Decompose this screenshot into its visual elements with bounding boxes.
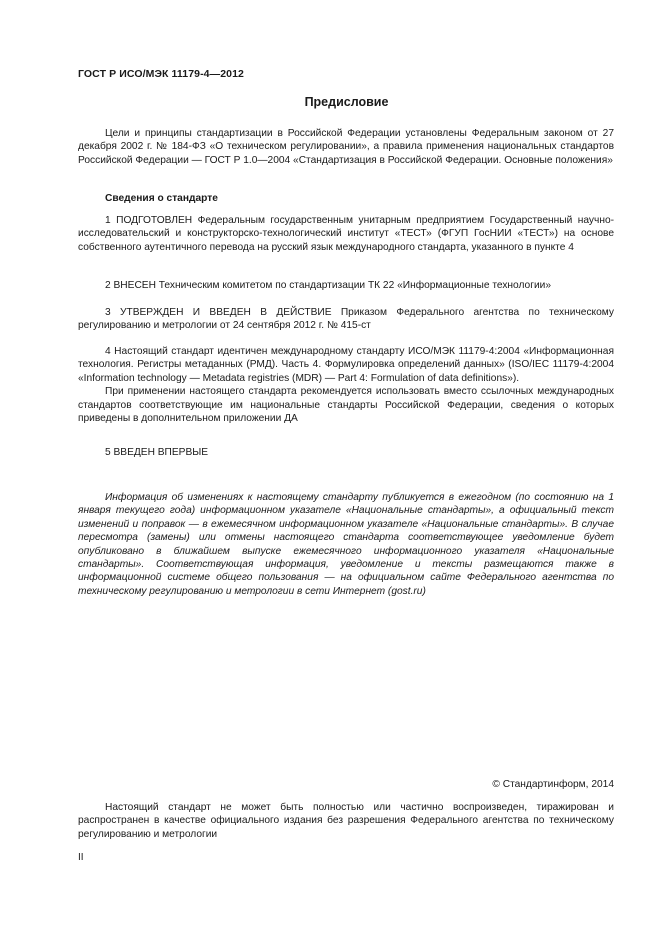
page-title (0, 95, 661, 109)
item-2-text: 2 ВНЕСЕН Техническим комитетом по стандартизации ТК 22 «Информационные технологии» (105, 280, 551, 291)
section-heading: Сведения о стандарте (105, 193, 218, 204)
item-2 (78, 279, 614, 292)
item-1-text: 1 ПОДГОТОВЛЕН Федеральным государственным унитарным предприятием Государственный научно-исследовательский и конструкторско-технологический институт «ТЕСТ» (ФГУП ГосНИИ «ТЕСТ») на основе собственного аутентичного перевода на русский язык международного стандарта, указанного в пункте 4 (78, 215, 614, 253)
page-title-text: Предисловие (304, 95, 389, 109)
notice-text: Информация об изменениях к настоящему стандарту публикуется в ежегодном (по состоянию на 1 января текущего года) информационном указателе «Национальные стандарты», а официальный текст изменений и поправок — в ежемесячном информационном указателе «Национальные стандарты». В случае пересмотра (замены) или отмены настоящего стандарта соответствующее уведомление будет опубликовано в ближайшем выпуске ежемесячного информационного указателя «Национальные стандарты». Соответствующая информация, уведомление и тексты размещаются также в информационной системе общего пользования — на официальном сайте Федерального агентства по техническому регулированию и метрологии в сети Интернет (gost.ru) (78, 492, 614, 597)
reproduction-notice-text: Настоящий стандарт не может быть полностью или частично воспроизведен, тиражирован и распространен в качестве официального издания без разрешения Федерального агентства по техническому регулированию и метрологии (78, 802, 614, 840)
reproduction-notice (78, 801, 614, 841)
page-number: II (78, 852, 84, 863)
item-4-note: При применении настоящего стандарта рекомендуется использовать вместо ссылочных международных стандартов соответствующие им национальные стандарты Российской Федерации, сведения о которых приведены в дополнительном приложении ДА (78, 386, 614, 425)
item-5-text: 5 ВВЕДЕН ВПЕРВЫЕ (105, 447, 209, 458)
item-1 (78, 214, 614, 254)
item-4 (78, 345, 614, 425)
intro-text: Цели и принципы стандартизации в Российской Федерации установлены Федеральным законом от 27 декабря 2002 г. № 184-ФЗ «О техническом регулировании», а правила применения национальных стандартов Российской Федерации — ГОСТ Р 1.0—2004 «Стандартизация в Российской Федерации. Основные положения» (78, 128, 614, 166)
item-5 (78, 446, 614, 459)
copyright: © Стандартинформ, 2014 (492, 779, 614, 790)
document-header: ГОСТ Р ИСО/МЭК 11179-4—2012 (78, 68, 244, 80)
item-3-text: 3 УТВЕРЖДЕН И ВВЕДЕН В ДЕЙСТВИЕ Приказом Федерального агентства по техническому регулированию и метрологии от 24 сентября 2012 г. № 415-ст (78, 307, 614, 332)
intro-paragraph (78, 127, 614, 167)
notice-paragraph (78, 491, 614, 598)
item-4-text: 4 Настоящий стандарт идентичен международному стандарту ИСО/МЭК 11179-4:2004 «Информационная технология. Регистры метаданных (РМД). Часть 4. Формулировка определений данных» (ISO/IEC 11179-4:2004 «Information technology — Metadata registries (MDR) — Part 4: Formulation of data definitions»). (78, 346, 614, 384)
item-3 (78, 306, 614, 333)
